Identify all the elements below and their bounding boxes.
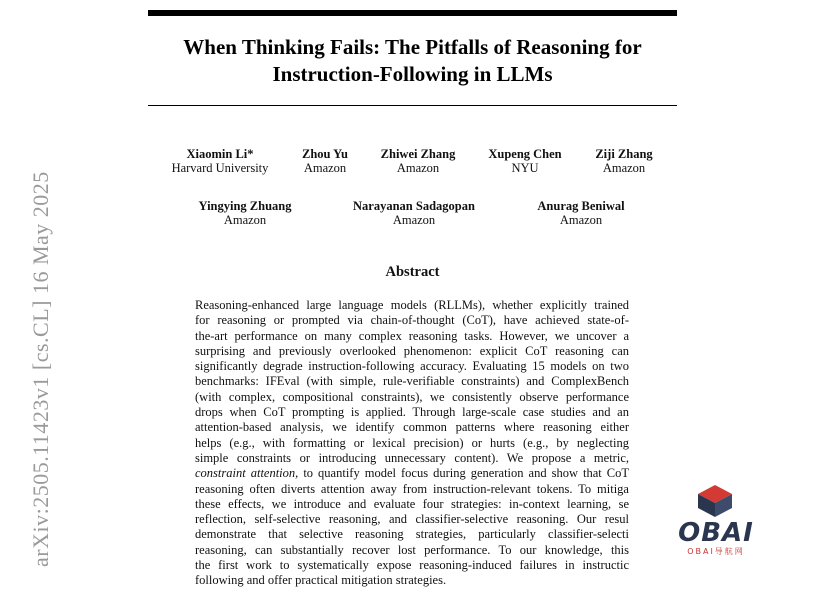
author-affiliation: Amazon	[223, 213, 267, 227]
author-4	[482, 147, 568, 175]
author-affiliation: Amazon	[303, 161, 347, 175]
abstract-body	[195, 298, 630, 588]
watermark-brand: OBAI	[678, 518, 754, 548]
author-affiliation: Harvard University	[171, 161, 269, 175]
abstract-line: following and offer practical mitigation strategies.	[195, 573, 447, 588]
abstract-line: helps (e.g., with formatting or lexical precision) or hurts (e.g., by neglecting	[195, 435, 629, 450]
abstract-line: (with complex, compositional constraints), we consistently observe performance	[195, 389, 629, 404]
abstract-line-mixed	[195, 466, 629, 481]
abstract-line: for reasoning or prompted via chain-of-thought (CoT), have achieved state-of-	[195, 313, 629, 328]
author-name: Yingying Zhuang	[198, 199, 292, 213]
author-affiliation: Amazon	[602, 161, 646, 175]
abstract-heading: Abstract	[385, 264, 440, 280]
author-name: Zhiwei Zhang	[380, 147, 456, 161]
author-name: Ziji Zhang	[595, 147, 653, 161]
abstract-line-rest: to quantify model focus during generation and show that CoT	[298, 466, 630, 481]
author-affiliation: Amazon	[392, 213, 436, 227]
abstract-line: the-art performance on many complex reasoning tasks. However, we uncover a	[195, 328, 629, 343]
abstract-line: reasoning often diverts attention away from instruction-relevant tokens. To mitiga	[195, 481, 629, 496]
title-top-rule	[148, 10, 677, 16]
author-8	[529, 199, 633, 227]
arxiv-stamp: arXiv:2505.11423v1 [cs.CL] 16 May 2025	[28, 171, 53, 567]
author-name: Xupeng Chen	[488, 147, 562, 161]
title-bottom-rule	[148, 105, 677, 106]
paper-title	[148, 34, 677, 88]
author-3	[375, 147, 461, 175]
author-name: Zhou Yu	[302, 147, 348, 161]
author-2	[293, 147, 357, 175]
constraint-attention-term: constraint attention,	[195, 466, 299, 481]
abstract-line: benchmarks: IFEval (with simple, rule-verifiable constraints) and ComplexBench	[195, 374, 629, 389]
abstract-line: Reasoning-enhanced large language models (RLLMs), whether explicitly trained	[195, 298, 629, 312]
abstract-line: simple constraints or introducing unnecessary content). We propose a metric,	[195, 450, 629, 465]
abstract-line: reflection, self-selective reasoning, and classifier-selective reasoning. Our resul	[195, 512, 629, 527]
title-line-1: When Thinking Fails: The Pitfalls of Reasoning for	[183, 35, 642, 59]
abstract-line: surprising and previously overlooked phenomenon: explicit CoT reasoning can	[195, 343, 629, 358]
title-line-2: Instruction-Following in LLMs	[272, 62, 553, 86]
abstract-line: drops when CoT prompting is applied. Through large-scale case studies and an	[195, 405, 629, 420]
author-6	[190, 199, 300, 227]
author-name: Anurag Beniwal	[537, 199, 625, 213]
author-name: Narayanan Sadagopan	[353, 199, 475, 213]
author-5	[588, 147, 660, 175]
abstract-line: these effects, we introduce and evaluate four strategies: in-context learning, se	[195, 496, 629, 511]
author-1	[169, 147, 271, 175]
author-affiliation: Amazon	[559, 213, 603, 227]
abstract-line: significantly degrade instruction-following accuracy. Evaluating 15 models on two	[195, 359, 629, 374]
author-affiliation: Amazon	[396, 161, 440, 175]
watermark-subtitle: OBAI导航网	[687, 547, 745, 556]
abstract-line: demonstrate that selective reasoning strategies, particularly classifier-selecti	[195, 527, 629, 542]
author-7	[346, 199, 482, 227]
author-affiliation: NYU	[511, 161, 539, 175]
abstract-line: reasoning, can substantially recover lost performance. To our knowledge, this	[195, 542, 629, 557]
obai-cube-icon	[692, 483, 738, 519]
author-name: Xiaomin Li*	[186, 147, 254, 161]
abstract-line: attention-based analysis, we identify common patterns where reasoning either	[195, 420, 629, 435]
abstract-line: the first work to systematically expose reasoning-induced failures in instructic	[195, 558, 629, 573]
